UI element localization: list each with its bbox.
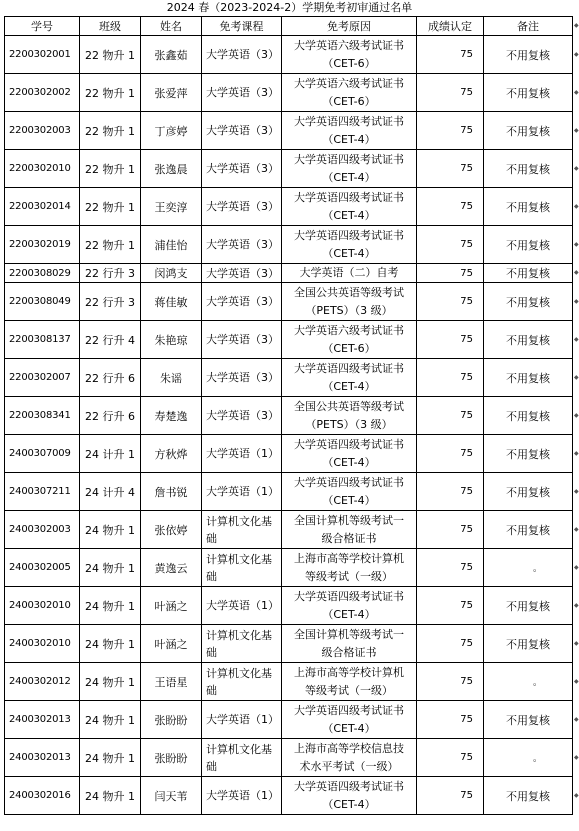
reason-line: 等级考试（一级） [305,683,393,697]
note-cell: 。 [484,549,573,587]
student-id-cell: 2400302013 [5,701,80,739]
course-cell: 大学英语（3） [202,321,282,359]
row-end-marker-icon: ◆ [574,240,579,248]
reason-cell [282,359,417,397]
reason-line: （CET-4） [322,208,376,222]
class-cell: 22 行升 6 [80,397,141,435]
score-cell: 75 [417,549,484,587]
student-name-cell: 闵鸿支 [141,264,202,283]
reason-line: 大学英语四级考试证书 [294,779,404,793]
reason-line: 大学英语四级考试证书 [294,228,404,242]
student-name-cell: 王语星 [141,663,202,701]
reason-line: （CET-6） [322,56,376,70]
student-name-cell: 张逸晨 [141,150,202,188]
course-cell: 计算机文化基础 [202,511,282,549]
score-cell: 75 [417,473,484,511]
table-row [5,625,573,663]
note-cell: 不用复核 [484,511,573,549]
reason-cell [282,226,417,264]
table-row [5,74,573,112]
score-cell: 75 [417,321,484,359]
row-end-marker-icon: ◆ [574,373,579,381]
reason-line: 大学英语四级考试证书 [294,361,404,375]
row-end-marker-icon: ◆ [574,449,579,457]
reason-line: 级合格证书 [321,531,377,545]
table-row [5,112,573,150]
course-cell: 大学英语（3） [202,112,282,150]
table-row [5,321,573,359]
row-end-marker-icon: ◆ [574,601,579,609]
student-id-cell: 2200308341 [5,397,80,435]
reason-cell [282,150,417,188]
student-id-cell: 2200308049 [5,283,80,321]
student-id-cell: 2400302013 [5,739,80,777]
table-row [5,150,573,188]
class-cell: 24 物升 1 [80,511,141,549]
student-name-cell: 浦佳怡 [141,226,202,264]
column-header-student-id: 学号 [5,17,80,36]
reason-line: 上海市高等学校计算机 [294,551,404,565]
class-cell: 22 物升 1 [80,150,141,188]
reason-cell [282,587,417,625]
reason-line: （CET-4） [322,721,376,735]
reason-line: （CET-6） [322,341,376,355]
note-cell: 不用复核 [484,264,573,283]
table-row [5,511,573,549]
class-cell: 22 行升 3 [80,264,141,283]
reason-line: 术水平考试（一级） [299,759,399,773]
note-cell: 不用复核 [484,36,573,74]
row-end-marker-icon: ◆ [574,297,579,305]
row-end-marker-icon: ◆ [574,677,579,685]
table-row [5,587,573,625]
student-id-cell: 2400302005 [5,549,80,587]
table-row [5,188,573,226]
table-row [5,473,573,511]
course-cell: 大学英语（1） [202,587,282,625]
class-cell: 22 物升 1 [80,36,141,74]
class-cell: 24 物升 1 [80,777,141,815]
reason-line: （CET-4） [322,246,376,260]
reason-line: 大学英语（二）自考 [299,266,399,279]
reason-line: 全国计算机等级考试一 [294,627,404,641]
course-cell: 大学英语（3） [202,74,282,112]
reason-cell [282,264,417,283]
row-end-marker-icon: ◆ [574,164,579,172]
reason-cell [282,397,417,435]
reason-line: 大学英语四级考试证书 [294,152,404,166]
student-id-cell: 2200302001 [5,36,80,74]
class-cell: 22 行升 6 [80,359,141,397]
column-header-name: 姓名 [141,17,202,36]
course-cell: 大学英语（3） [202,36,282,74]
student-name-cell: 叶涵之 [141,625,202,663]
student-id-cell: 2200302014 [5,188,80,226]
score-cell: 75 [417,188,484,226]
reason-line: 上海市高等学校信息技 [294,741,404,755]
reason-line: （CET-4） [322,607,376,621]
course-cell: 大学英语（1） [202,473,282,511]
note-cell: 不用复核 [484,226,573,264]
table-row [5,663,573,701]
class-cell: 24 计升 1 [80,435,141,473]
student-id-cell: 2400302010 [5,587,80,625]
column-header-class: 班级 [80,17,141,36]
class-cell: 24 物升 1 [80,549,141,587]
course-cell: 大学英语（1） [202,435,282,473]
course-cell: 大学英语（3） [202,283,282,321]
score-cell: 75 [417,36,484,74]
note-cell: 不用复核 [484,625,573,663]
reason-cell [282,321,417,359]
row-end-marker-icon: ◆ [574,335,579,343]
column-header-note: 备注 [484,17,573,36]
table-row [5,701,573,739]
reason-cell [282,74,417,112]
header-row [5,17,573,36]
reason-line: （CET-4） [322,493,376,507]
reason-line: 等级考试（一级） [305,569,393,583]
reason-cell [282,511,417,549]
score-cell: 75 [417,226,484,264]
student-name-cell: 黄逸云 [141,549,202,587]
column-header-reason: 免考原因 [282,17,417,36]
row-end-marker-icon: ◆ [574,411,579,419]
table-row [5,397,573,435]
score-cell: 75 [417,511,484,549]
score-cell: 75 [417,112,484,150]
reason-line: 大学英语四级考试证书 [294,475,404,489]
reason-line: （PETS）（3 级） [305,303,393,317]
class-cell: 22 物升 1 [80,112,141,150]
reason-line: 全国计算机等级考试一 [294,513,404,527]
note-cell: 不用复核 [484,188,573,226]
score-cell: 75 [417,777,484,815]
student-id-cell: 2200302010 [5,150,80,188]
table-row [5,359,573,397]
class-cell: 24 物升 1 [80,587,141,625]
row-end-marker-icon: ◆ [574,715,579,723]
note-cell: 不用复核 [484,435,573,473]
class-cell: 24 物升 1 [80,701,141,739]
reason-line: （CET-4） [322,455,376,469]
table-row [5,549,573,587]
reason-line: 大学英语六级考试证书 [294,76,404,90]
score-cell: 75 [417,397,484,435]
class-cell: 24 物升 1 [80,739,141,777]
reason-line: 大学英语四级考试证书 [294,589,404,603]
row-end-marker-icon: ◆ [574,202,579,210]
student-name-cell: 张盼盼 [141,739,202,777]
student-name-cell: 詹书锐 [141,473,202,511]
row-end-marker-icon: ◆ [574,50,579,58]
note-cell: 不用复核 [484,150,573,188]
document-title: 2024 春（2023-2024-2）学期免考初审通过名单 [166,1,413,14]
reason-line: 大学英语四级考试证书 [294,190,404,204]
student-name-cell: 张盼盼 [141,701,202,739]
course-cell: 大学英语（3） [202,359,282,397]
note-cell: 不用复核 [484,397,573,435]
score-cell: 75 [417,701,484,739]
note-cell: 不用复核 [484,283,573,321]
row-end-marker-icon: ◆ [574,525,579,533]
course-cell: 计算机文化基础 [202,663,282,701]
note-cell: 。 [484,663,573,701]
class-cell: 24 物升 1 [80,663,141,701]
reason-line: 大学英语四级考试证书 [294,114,404,128]
row-end-marker-icon: ◆ [574,88,579,96]
table-row [5,739,573,777]
student-id-cell: 2400302016 [5,777,80,815]
score-cell: 75 [417,625,484,663]
score-cell: 75 [417,587,484,625]
row-end-marker-icon: ◆ [574,753,579,761]
note-cell: 不用复核 [484,112,573,150]
row-end-marker-icon: ◆ [574,639,579,647]
note-cell: 不用复核 [484,74,573,112]
course-cell: 大学英语（3） [202,397,282,435]
exemption-table [4,16,573,815]
course-cell: 计算机文化基础 [202,549,282,587]
student-id-cell: 2400307009 [5,435,80,473]
reason-line: 全国公共英语等级考试 [294,285,404,299]
reason-line: （CET-6） [322,94,376,108]
table-row [5,435,573,473]
student-id-cell: 2200302002 [5,74,80,112]
score-cell: 75 [417,435,484,473]
table-row [5,36,573,74]
note-cell: 不用复核 [484,701,573,739]
student-id-cell: 2200308137 [5,321,80,359]
reason-line: （CET-4） [322,379,376,393]
note-cell: 不用复核 [484,473,573,511]
reason-cell [282,283,417,321]
score-cell: 75 [417,150,484,188]
student-name-cell: 朱谣 [141,359,202,397]
student-id-cell: 2200302003 [5,112,80,150]
course-cell: 计算机文化基础 [202,739,282,777]
class-cell: 22 物升 1 [80,74,141,112]
course-cell: 大学英语（1） [202,777,282,815]
reason-cell [282,777,417,815]
reason-cell [282,701,417,739]
score-cell: 75 [417,283,484,321]
course-cell: 大学英语（3） [202,150,282,188]
reason-line: 大学英语四级考试证书 [294,437,404,451]
student-name-cell: 蒋佳敏 [141,283,202,321]
course-cell: 大学英语（3） [202,188,282,226]
student-id-cell: 2200308029 [5,264,80,283]
note-cell: 不用复核 [484,587,573,625]
reason-line: （CET-4） [322,170,376,184]
table-row [5,226,573,264]
row-end-marker-icon: ◆ [574,487,579,495]
student-id-cell: 2400302010 [5,625,80,663]
reason-line: （CET-4） [322,797,376,811]
score-cell: 75 [417,359,484,397]
table-body [5,36,573,815]
student-name-cell: 寿楚逸 [141,397,202,435]
reason-line: （PETS）（3 级） [305,417,393,431]
course-cell: 大学英语（3） [202,226,282,264]
table-row [5,264,573,283]
column-header-course: 免考课程 [202,17,282,36]
student-id-cell: 2200302007 [5,359,80,397]
row-end-marker-icon: ◆ [574,563,579,571]
student-id-cell: 2400307211 [5,473,80,511]
reason-line: 全国公共英语等级考试 [294,399,404,413]
score-cell: 75 [417,74,484,112]
reason-line: 大学英语四级考试证书 [294,703,404,717]
course-cell: 大学英语（3） [202,264,282,283]
course-cell: 大学英语（1） [202,701,282,739]
reason-cell [282,625,417,663]
student-name-cell: 张鑫茹 [141,36,202,74]
reason-cell [282,435,417,473]
student-id-cell: 2400302012 [5,663,80,701]
reason-cell [282,549,417,587]
student-name-cell: 丁彦婷 [141,112,202,150]
score-cell: 75 [417,663,484,701]
reason-cell [282,663,417,701]
note-cell: 不用复核 [484,777,573,815]
reason-line: 大学英语六级考试证书 [294,38,404,52]
student-name-cell: 叶涵之 [141,587,202,625]
class-cell: 22 行升 3 [80,283,141,321]
column-header-score: 成绩认定 [417,17,484,36]
row-end-marker-icon: ◆ [574,126,579,134]
student-name-cell: 张依婷 [141,511,202,549]
reason-cell [282,739,417,777]
score-cell: 75 [417,264,484,283]
reason-line: （CET-4） [322,132,376,146]
reason-cell [282,36,417,74]
student-name-cell: 张爱萍 [141,74,202,112]
reason-line: 上海市高等学校计算机 [294,665,404,679]
row-end-marker-icon: ◆ [574,791,579,799]
table-row [5,283,573,321]
note-cell: 不用复核 [484,359,573,397]
student-name-cell: 闫天苇 [141,777,202,815]
reason-line: 级合格证书 [321,645,377,659]
note-cell: 。 [484,739,573,777]
reason-cell [282,188,417,226]
class-cell: 22 物升 1 [80,188,141,226]
table-row [5,777,573,815]
student-name-cell: 朱艳琼 [141,321,202,359]
course-cell: 计算机文化基础 [202,625,282,663]
class-cell: 24 物升 1 [80,625,141,663]
class-cell: 22 行升 4 [80,321,141,359]
student-name-cell: 方秋烨 [141,435,202,473]
student-name-cell: 王奕淳 [141,188,202,226]
row-end-marker-icon: ◆ [574,22,579,29]
class-cell: 22 物升 1 [80,226,141,264]
class-cell: 24 计升 4 [80,473,141,511]
reason-cell [282,112,417,150]
note-cell: 不用复核 [484,321,573,359]
student-id-cell: 2200302019 [5,226,80,264]
student-id-cell: 2400302003 [5,511,80,549]
reason-line: 大学英语六级考试证书 [294,323,404,337]
score-cell: 75 [417,739,484,777]
reason-cell [282,473,417,511]
row-end-marker-icon: ◆ [574,269,579,276]
